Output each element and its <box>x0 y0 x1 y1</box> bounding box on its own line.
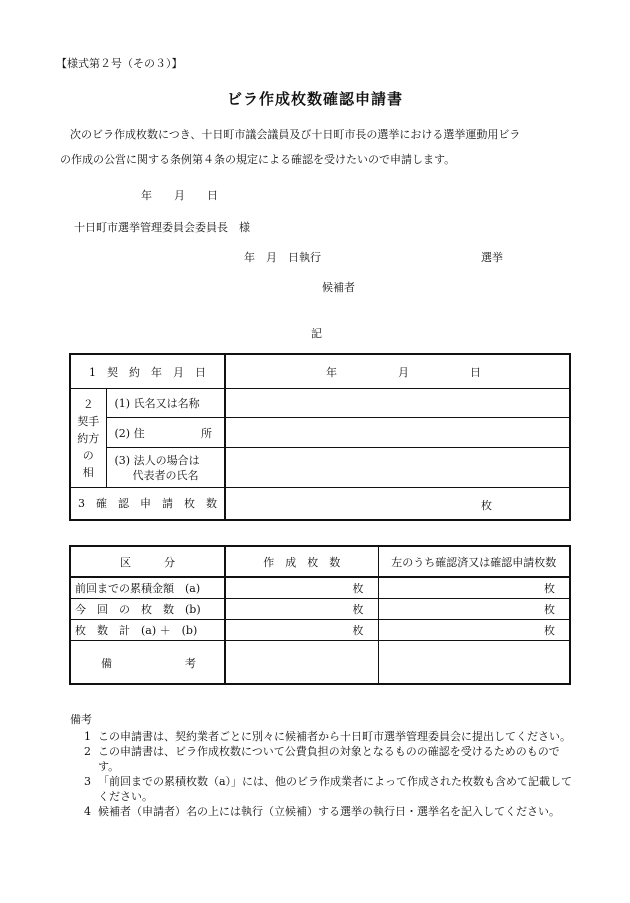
addressee: 十日町市選挙管理委員会委員長 様 <box>74 221 250 234</box>
note-text: この申請書は、契約業者ごとに別々に候補者から十日町市選挙管理委員会に提出してください。 <box>98 730 571 743</box>
note-number: 1 <box>84 730 91 743</box>
representative-label <box>106 448 225 488</box>
election-label: 選挙 <box>481 251 503 264</box>
representative-label-a: (3) 法人の場合は <box>114 453 200 467</box>
remarks-label-a: 備 <box>101 656 112 670</box>
row-current-confirmed[interactable]: 枚 <box>378 598 570 619</box>
representative-field[interactable] <box>225 448 570 488</box>
count-table <box>69 545 571 685</box>
contract-date-field[interactable] <box>225 354 570 389</box>
address-field[interactable] <box>225 418 570 448</box>
row-current-label: 今 回 の 枚 数 (b) <box>70 598 225 619</box>
note-text: この申請書は、ビラ作成枚数について公費負担の対象となるものの確認を受けるためのものです。 <box>98 745 560 773</box>
name-field[interactable] <box>225 389 570 418</box>
counterparty-vert-c: の <box>82 448 94 462</box>
candidate-label: 候補者 <box>322 281 355 294</box>
remarks-made-field[interactable] <box>225 640 378 684</box>
note-item <box>70 774 580 804</box>
remarks-confirmed-field[interactable] <box>378 640 570 684</box>
remarks-label <box>70 640 225 684</box>
counterparty-vert-a: 契手 <box>77 414 100 428</box>
row-previous-label: 前回までの累積金額 (a) <box>70 577 225 598</box>
address-label-a: (2) 住 <box>114 426 145 440</box>
intro-line-2: の作成の公営に関する条例第４条の規定による確認を受けたいので申請します。 <box>60 153 456 166</box>
note-number: 2 <box>84 745 91 758</box>
requested-count-unit: 枚 <box>481 499 492 512</box>
counterparty-num: ２ <box>82 397 94 411</box>
header-made-count: 作 成 枚 数 <box>225 546 378 577</box>
note-number: 3 <box>84 775 91 788</box>
address-label <box>106 418 225 448</box>
form-number: 【様式第２号（その３）】 <box>56 57 183 70</box>
row-previous-made[interactable]: 枚 <box>225 577 378 598</box>
header-confirmed-count: 左のうち確認済又は確認申請枚数 <box>378 546 570 577</box>
counterparty-group <box>70 389 106 488</box>
notes-section <box>70 712 580 819</box>
header-category: 区 分 <box>70 546 225 577</box>
notes-heading: 備考 <box>70 713 92 726</box>
note-item <box>70 729 580 744</box>
document-title: ビラ作成枚数確認申請書 <box>226 90 403 108</box>
row-total-confirmed[interactable]: 枚 <box>378 619 570 640</box>
contract-table <box>69 353 571 521</box>
name-label: (1) 氏名又は名称 <box>106 389 225 418</box>
date-month: 月 <box>398 366 409 379</box>
note-item <box>70 744 580 774</box>
row-total-made[interactable]: 枚 <box>225 619 378 640</box>
counterparty-vert-d: 相 <box>82 465 94 479</box>
intro-line-1: 次のビラ作成枚数につき、十日町市議会議員及び十日町市長の選挙における選挙運動用ビラ <box>70 128 521 141</box>
date-day: 日 <box>470 366 481 379</box>
intro-paragraph <box>60 122 590 172</box>
representative-label-b: 代表者の氏名 <box>132 468 199 482</box>
execution-date: 年 月 日執行 <box>244 251 321 264</box>
note-number: 4 <box>84 805 91 818</box>
date-year: 年 <box>326 366 337 379</box>
contract-date-label: 1 契 約 年 月 日 <box>70 354 225 389</box>
counterparty-vert-b: 約方 <box>77 431 100 445</box>
requested-count-label: 3 確 認 申 請 枚 数 <box>70 488 225 520</box>
address-label-b: 所 <box>201 426 212 440</box>
row-total-label: 枚 数 計 (a) ＋ (b) <box>70 619 225 640</box>
row-current-made[interactable]: 枚 <box>225 598 378 619</box>
remarks-label-b: 考 <box>185 656 196 670</box>
note-text: 候補者（申請者）名の上には執行（立候補）する選挙の執行日・選挙名を記入してください。 <box>98 805 560 818</box>
ki-label: 記 <box>311 327 322 340</box>
row-previous-confirmed[interactable]: 枚 <box>378 577 570 598</box>
note-item <box>70 804 580 819</box>
application-date: 年 月 日 <box>141 189 218 202</box>
requested-count-field[interactable] <box>225 488 570 520</box>
note-text: 「前回までの累積枚数（a）」には、他のビラ作成業者によって作成された枚数も含めて記載してください。 <box>98 775 573 803</box>
